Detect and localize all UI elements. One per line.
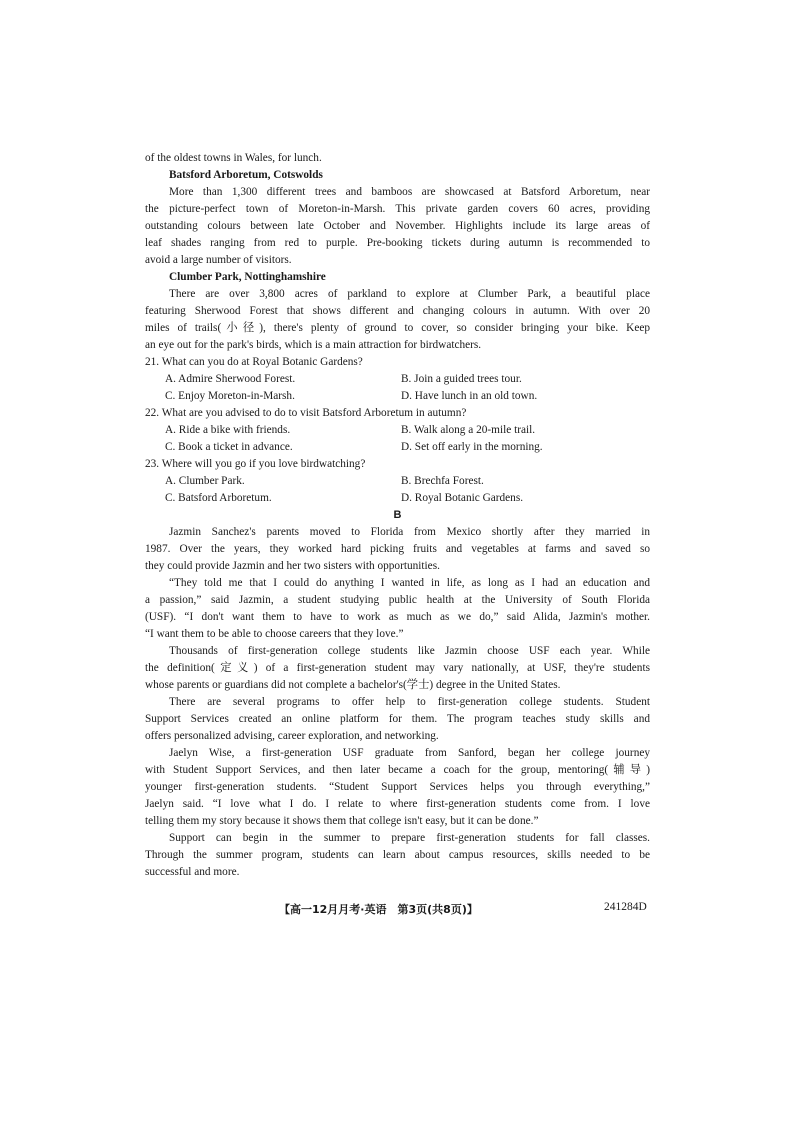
text-line: whose parents or guardians did not complete a bachelor's(学士) degree in the United States.: [145, 679, 561, 691]
text-line: Jazmin Sanchez's parents moved to Florida from Mexico shortly after they married in: [169, 526, 650, 538]
text-line: “They told me that I could do anything I wanted in life, as long as I had an education and: [169, 577, 650, 589]
heading-batsford: Batsford Arboretum, Cotswolds: [169, 169, 323, 181]
option-d: D. Have lunch in an old town.: [401, 390, 538, 402]
paragraph-b4: [145, 694, 650, 745]
text-line: successful and more.: [145, 866, 240, 878]
paragraph-batsford: [145, 184, 650, 269]
paragraph-clumber: [145, 286, 650, 354]
text-line: outstanding colours between late October and November. Highlights include its large areas of: [145, 220, 650, 232]
text-line: the definition(定义) of a first-generation student may vary nationally, at USF, they're students: [145, 662, 650, 674]
option-a: A. Ride a bike with friends.: [165, 424, 291, 436]
text-line: Jaelyn Wise, a first-generation USF graduate from Sanford, began her college journey: [169, 747, 650, 759]
paragraph-b3: [145, 643, 650, 694]
text-line: a passion,” said Jazmin, a student studying public health at the University of South Florida: [145, 594, 650, 606]
footer-page-info: 【高一12月月考·英语 第3页(共8页)】: [279, 903, 478, 916]
option-row: [145, 473, 650, 490]
option-c: C. Batsford Arboretum.: [165, 492, 272, 504]
question-stem: 22. What are you advised to do to visit Batsford Arboretum in autumn?: [145, 407, 467, 419]
text-line: Support can begin in the summer to prepare first-generation students for fall classes.: [169, 832, 650, 844]
text-line: There are several programs to offer help to first-generation college students. Student: [169, 696, 650, 708]
paragraph-b6: [145, 830, 650, 881]
text-line: featuring Sherwood Forest that shows different and changing colours in autumn. With over 20: [145, 305, 650, 317]
paragraph-b2: [145, 575, 650, 643]
option-row: [145, 490, 650, 507]
text-line: (USF). “I don't want them to have to work as much as we do,” said Alida, Jazmin's mother.: [145, 611, 650, 623]
question-23: [145, 456, 650, 507]
option-b: B. Join a guided trees tour.: [401, 373, 522, 385]
text-line: There are over 3,800 acres of parkland to explore at Clumber Park, a beautiful place: [169, 288, 650, 300]
text-line: Support Services created an online platform for them. The program teaches study skills and: [145, 713, 650, 725]
text-line: Thousands of first-generation college students like Jazmin choose USF each year. While: [169, 645, 650, 657]
text-line: “I want them to be able to choose careers that they love.”: [145, 628, 404, 640]
question-stem: 21. What can you do at Royal Botanic Gardens?: [145, 356, 363, 368]
text-line: they could provide Jazmin and her two sisters with opportunities.: [145, 560, 440, 572]
text-line: younger first-generation students. “Student Support Services helps you through everything,”: [145, 781, 650, 793]
section-label-b: B: [393, 509, 402, 521]
text-line: the picture-perfect town of Moreton-in-Marsh. This private garden covers 60 acres, providing: [145, 203, 650, 215]
question-21: [145, 354, 650, 405]
text-line: Jaelyn said. “I love what I do. I relate to where first-generation students come from. I love: [145, 798, 650, 810]
page-footer: [0, 901, 794, 921]
text-line: with Student Support Services, and then later became a coach for the group, mentoring(辅导): [145, 764, 650, 776]
option-row: [145, 388, 650, 405]
question-stem: 23. Where will you go if you love birdwatching?: [145, 458, 366, 470]
heading-clumber: Clumber Park, Nottinghamshire: [169, 271, 326, 283]
option-d: D. Set off early in the morning.: [401, 441, 543, 453]
document-page: [145, 150, 650, 881]
text-line: 1987. Over the years, they worked hard picking fruits and vegetables at farms and saved so: [145, 543, 650, 555]
text-line: miles of trails(小径), there's plenty of ground to cover, so consider bringing your bike. Keep: [145, 322, 650, 334]
option-d: D. Royal Botanic Gardens.: [401, 492, 524, 504]
option-a: A. Admire Sherwood Forest.: [165, 373, 296, 385]
text-line: offers personalized advising, career exploration, and networking.: [145, 730, 439, 742]
paragraph-b1: [145, 524, 650, 575]
option-b: B. Brechfa Forest.: [401, 475, 484, 487]
text-line: avoid a large number of visitors.: [145, 254, 292, 266]
option-row: [145, 371, 650, 388]
option-row: [145, 439, 650, 456]
text-line: leaf shades ranging from red to purple. Pre-booking tickets during autumn is recommended to: [145, 237, 650, 249]
text-line: an eye out for the park's birds, which is a main attraction for birdwatchers.: [145, 339, 482, 351]
option-row: [145, 422, 650, 439]
question-22: [145, 405, 650, 456]
text-line: Through the summer program, students can learn about campus resources, skills needed to be: [145, 849, 650, 861]
passage-continuation: of the oldest towns in Wales, for lunch.: [145, 152, 322, 164]
option-a: A. Clumber Park.: [165, 475, 245, 487]
option-c: C. Book a ticket in advance.: [165, 441, 293, 453]
footer-exam-code: 241284D: [604, 901, 647, 913]
option-b: B. Walk along a 20-mile trail.: [401, 424, 536, 436]
option-c: C. Enjoy Moreton-in-Marsh.: [165, 390, 295, 402]
paragraph-b5: [145, 745, 650, 830]
text-line: telling them my story because it shows them that college isn't easy, but it can be done.”: [145, 815, 539, 827]
text-line: More than 1,300 different trees and bamboos are showcased at Batsford Arboretum, near: [169, 186, 650, 198]
